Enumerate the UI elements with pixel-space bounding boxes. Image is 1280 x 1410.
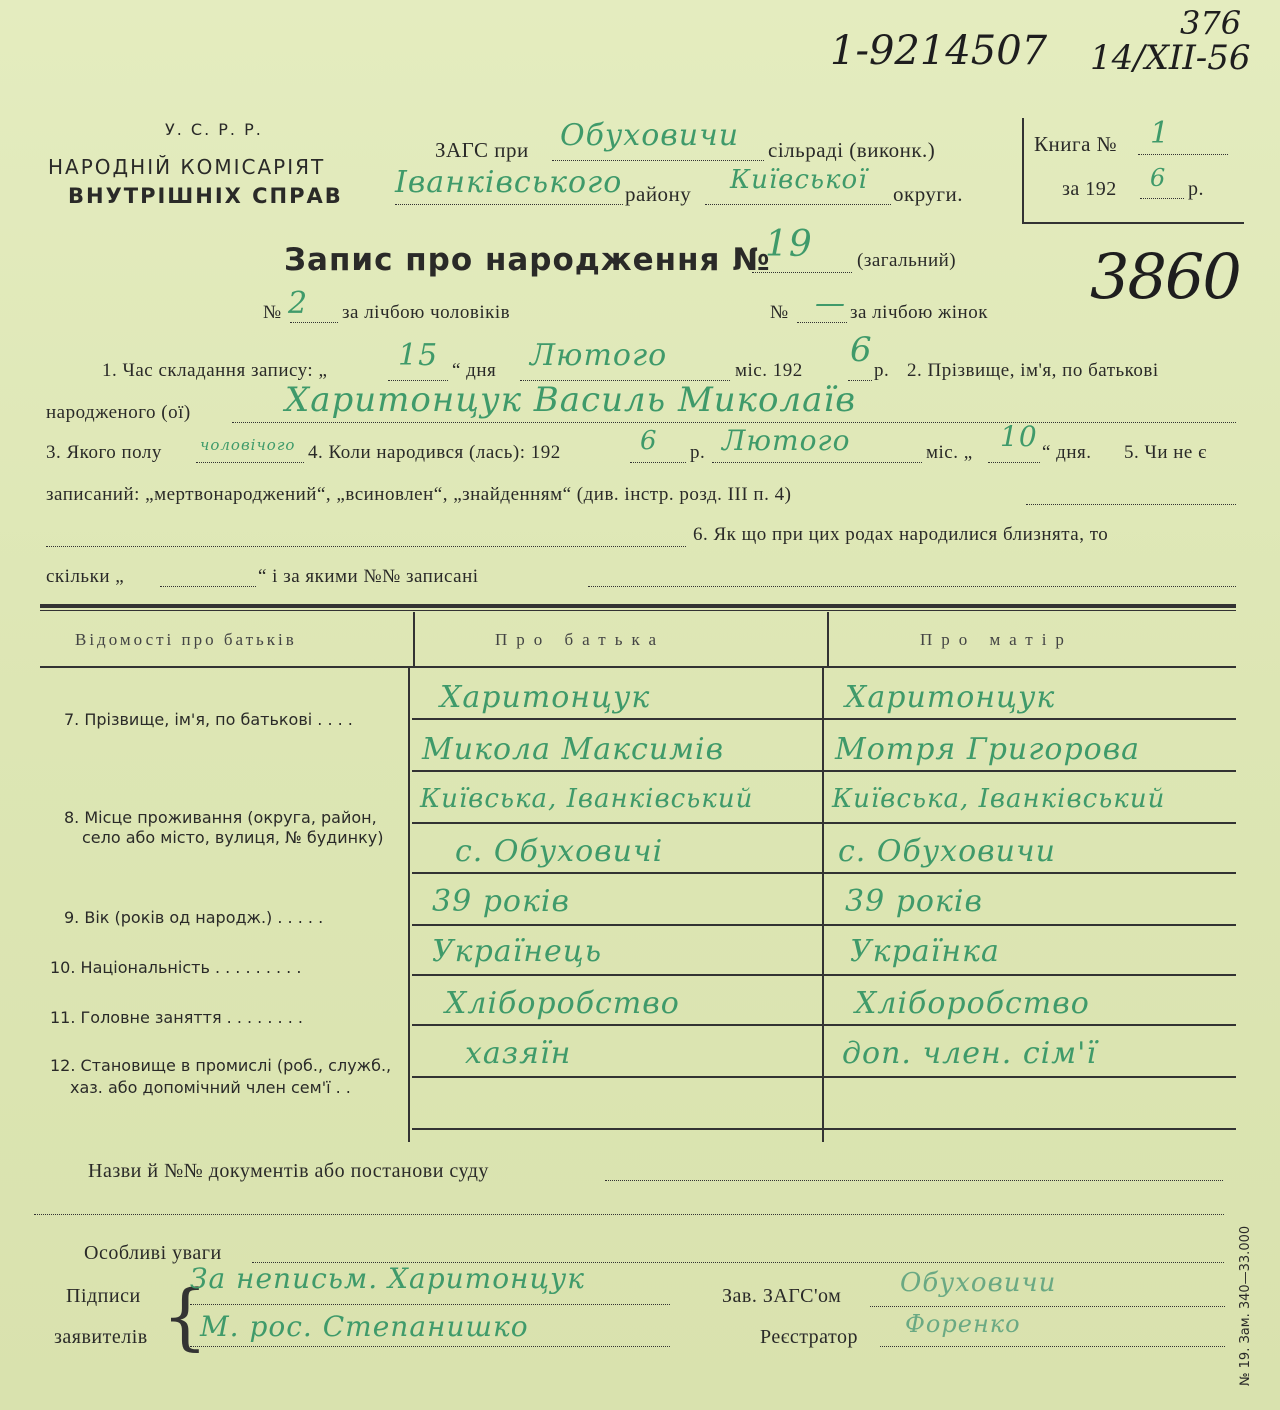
zags-village-value: Обуховичи (560, 118, 740, 153)
f5-label: 5. Чи не є (1124, 442, 1207, 463)
f1-month: Лютого (530, 338, 668, 373)
table-top-rule (40, 604, 1236, 608)
head-label: Зав. ЗАГС'ом (722, 1285, 842, 1307)
f1-label: 1. Час складання запису: „ (102, 360, 328, 381)
documents-label: Назви й №№ документів або постанови суду (88, 1160, 489, 1182)
mother-occupation: Хліборобство (855, 986, 1090, 1021)
row-label-residence-2: село або місто, вулиця, № будинку) (82, 828, 384, 847)
mother-nationality: Українка (850, 934, 1000, 969)
side-print: № 19. Зам. 340—33.000 (1238, 1225, 1253, 1386)
col-header-father: Про батька (495, 630, 666, 649)
f2-label-b: народженого (ої) (46, 402, 191, 423)
mother-status: доп. член. сім'ї (842, 1036, 1097, 1071)
f6-label-c: “ і за якими №№ записані (258, 566, 479, 587)
f3-label: 3. Якого полу (46, 442, 162, 463)
men-prefix: № (263, 302, 282, 323)
book-number: 1 (1150, 116, 1171, 151)
ussr-label: У. С. Р. Р. (165, 120, 263, 139)
f6-label: 6. Як що при цих родах народилися близнята, то (693, 524, 1109, 545)
mother-age: 39 років (845, 884, 983, 919)
men-label: за лічбою чоловіків (342, 302, 511, 323)
record-title: Запис про народження № (284, 242, 771, 278)
mother-name: Мотря Григорова (835, 732, 1141, 767)
f4-day-suffix: “ дня. (1042, 442, 1092, 463)
book-label: Книга № (1034, 132, 1118, 156)
registrar-label: Реєстратор (760, 1326, 859, 1348)
father-nationality: Українець (432, 934, 603, 969)
row-label-status-1: 12. Становище в промислі (роб., служб., (50, 1056, 392, 1075)
row-label-nationality: 10. Національність . . . . . . . . . (50, 958, 302, 977)
f1-day-suffix: “ дня (452, 360, 497, 381)
f6-label-b: скільки „ (46, 566, 125, 587)
row-label-occupation: 11. Головне заняття . . . . . . . . (50, 1008, 303, 1027)
women-label: за лічбою жінок (850, 302, 988, 323)
archive-date: 14/XII-56 (1090, 38, 1251, 78)
row-label-name: 7. Прізвище, ім'я, по батькові . . . . (64, 710, 353, 729)
sheet-number: 376 (1180, 4, 1242, 42)
col-header-parents: Відомості про батьків (75, 630, 297, 649)
father-age: 39 років (432, 884, 570, 919)
f1-year: 6 (850, 330, 873, 370)
f1-month-suffix: міс. 192 (735, 360, 803, 381)
district-label: району (625, 182, 692, 206)
mother-residence-2: с. Обуховичи (838, 834, 1056, 869)
f4-day: 10 (1000, 420, 1038, 453)
book-year-value: 6 (1150, 164, 1167, 192)
row-label-status-2: хаз. або допомічний член сем'ї . . (70, 1078, 351, 1097)
table-header-rule (40, 666, 1236, 668)
f4-r: р. (690, 442, 706, 463)
f2-label: 2. Прізвище, ім'я, по батькові (907, 360, 1159, 381)
registrar-value: Форенко (905, 1310, 1021, 1338)
father-occupation: Хліборобство (445, 986, 680, 1021)
book-year-suffix: р. (1188, 178, 1204, 200)
men-value: 2 (288, 286, 309, 321)
f3-value: чоловічого (200, 436, 296, 454)
f4-year: 6 (640, 426, 658, 456)
mother-residence-1: Київська, Іванківський (832, 784, 1166, 814)
archive-number: 1-9214507 (830, 28, 1048, 74)
f4-label: 4. Коли народився (лась): 192 (308, 442, 561, 463)
zags-post-label: сільраді (виконк.) (768, 138, 936, 162)
f4-month-suffix: міс. „ (926, 442, 973, 463)
f1-r: р. (874, 360, 890, 381)
row-label-residence-1: 8. Місце проживання (округа, район, (64, 808, 377, 827)
women-prefix: № (770, 302, 789, 323)
record-general-label: (загальний) (857, 250, 957, 271)
notes-label: Особливі уваги (84, 1242, 222, 1264)
f2-value: Харитонцук Василь Миколаїв (285, 380, 857, 420)
commissariat-line-1: НАРОДНІЙ КОМІСАРІЯТ (48, 155, 326, 179)
women-value: — (815, 286, 846, 321)
f4-month: Лютого (722, 424, 851, 457)
father-residence-2: с. Обуховичі (455, 834, 664, 869)
zags-pre-label: ЗАГС при (435, 138, 529, 162)
signatures-brace: { (162, 1274, 208, 1358)
okrug-value: Київської (730, 165, 868, 195)
father-residence-1: Київська, Іванківський (420, 784, 754, 814)
side-mark: 3860 (1090, 240, 1240, 313)
father-name: Микола Максимів (422, 732, 725, 767)
book-year-label: за 192 (1062, 178, 1117, 200)
signature-2: М. рос. Степанишко (200, 1310, 529, 1343)
district-value: Іванківського (395, 165, 623, 200)
mother-surname: Харитонцук (845, 680, 1056, 715)
okrug-label: округи. (893, 182, 964, 206)
col-header-mother: Про матір (920, 630, 1073, 649)
head-value: Обуховичи (900, 1268, 1057, 1298)
record-number: 19 (765, 224, 813, 265)
row-label-age: 9. Вік (років од народж.) . . . . . (64, 908, 324, 927)
f5-label-b: записаний: „мертвонароджений“, „всиновлен“, „знайденням“ (див. інстр. розд. III п. 4) (46, 484, 792, 505)
father-surname: Харитонцук (440, 680, 651, 715)
father-status: хазяїн (465, 1036, 572, 1071)
signatures-label-2: заявителів (54, 1326, 148, 1348)
commissariat-line-2: ВНУТРІШНІХ СПРАВ (68, 184, 343, 208)
signature-1: За неписьм. Харитонцук (190, 1262, 585, 1295)
signatures-label-1: Підписи (66, 1285, 141, 1307)
f1-day: 15 (398, 338, 439, 373)
